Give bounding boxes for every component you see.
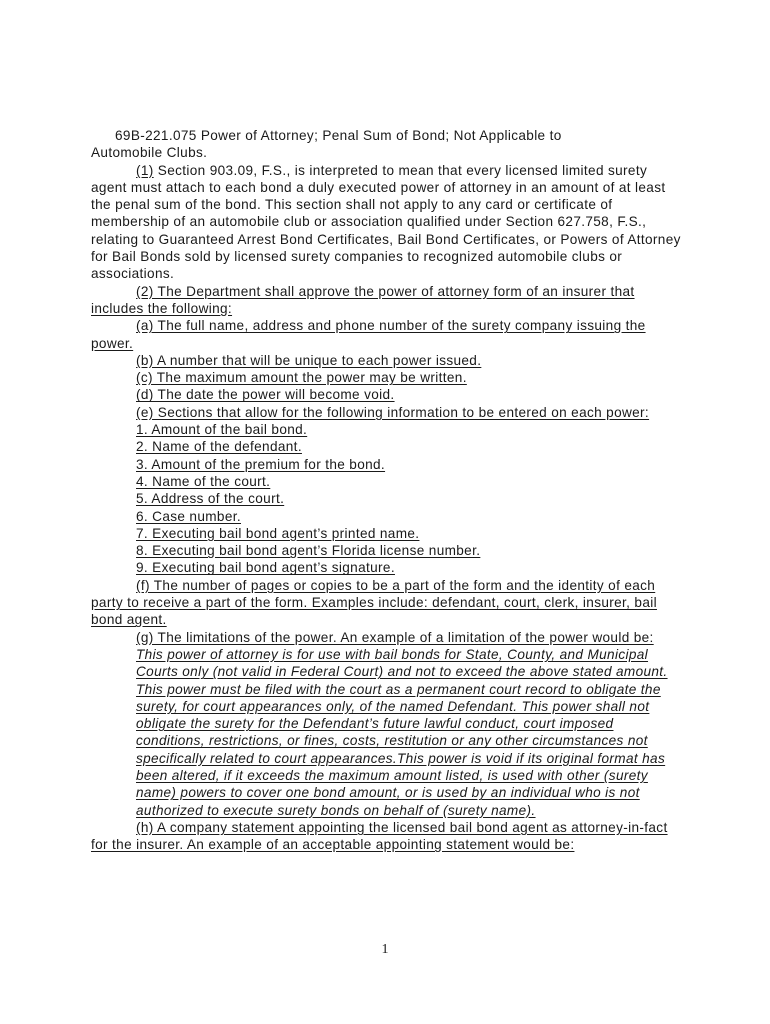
document-body xyxy=(91,127,683,853)
item-e-7: 7. Executing bail bond agent’s printed name. xyxy=(136,525,420,541)
page-number: 1 xyxy=(381,942,389,957)
section-1 xyxy=(91,162,683,283)
item-a: (a) The full name, address and phone number of the surety company issuing the power. xyxy=(91,318,646,351)
item-e-8: 8. Executing bail bond agent’s Florida license number. xyxy=(136,543,481,559)
item-e-6: 6. Case number. xyxy=(136,508,241,524)
item-e-5: 5. Address of the court. xyxy=(136,491,285,507)
item-f: (f) The number of pages or copies to be a part of the form and the identity of each party to receive a part of the form. Examples include: defendant, court, clerk, insurer, bail bond agent. xyxy=(91,577,657,628)
item-e-9: 9. Executing bail bond agent’s signature. xyxy=(136,560,395,576)
section-1-text: Section 903.09, F.S., is interpreted to mean that every licensed limited surety agent must attach to each bond a duly executed power of attorney in an amount of at least the penal sum of the bond. This section shall not apply to any card or certificate of membership of an automobile club or association qualified under Section 627.758, F.S., relating to Guaranteed Arrest Bond Certificates, Bail Bond Certificates, or Powers of Attorney for Bail Bonds sold by licensed surety companies to recognized automobile clubs or associations. xyxy=(91,162,681,282)
section-2-intro: (2) The Department shall approve the power of attorney form of an insurer that includes the following: xyxy=(91,283,635,316)
item-e-2: 2. Name of the defendant. xyxy=(136,439,302,455)
item-h: (h) A company statement appointing the licensed bail bond agent as attorney-in-fact for the insurer. An example of an acceptable appointing statement would be: xyxy=(91,819,668,853)
item-c: (c) The maximum amount the power may be written. xyxy=(136,370,467,386)
rule-heading: 69B-221.075 Power of Attorney; Penal Sum of Bond; Not Applicable to Automobile Clubs. xyxy=(91,128,562,161)
item-b: (b) A number that will be unique to each power issued. xyxy=(136,352,482,368)
item-d: (d) The date the power will become void. xyxy=(136,387,395,403)
item-e: (e) Sections that allow for the following information to be entered on each power: xyxy=(136,404,650,420)
item-e-1: 1. Amount of the bail bond. xyxy=(136,422,308,438)
item-e-4: 4. Name of the court. xyxy=(136,473,271,489)
section-1-number: (1) xyxy=(136,162,154,178)
item-g: (g) The limitations of the power. An example of a limitation of the power would be: xyxy=(136,629,654,645)
limitation-example: This power of attorney is for use with bail bonds for State, County, and Municipal Courts only (not valid in Federal Court) and not to exceed the above stated amount. This power must be filed with the court as a permanent court record to obligate the surety, for court appearances only, of the named Defendant. This power shall not obligate the surety for the Defendant’s future lawful conduct, court imposed conditions, restrictions, or fines, costs, restitution or any other circumstances not specifically related to court appearances.This power is void if its original format has been altered, if it exceeds the maximum amount listed, is used with other (surety name) powers to cover one bond amount, or is used by an individual who is not authorized to execute surety bonds on behalf of (surety name). xyxy=(136,646,668,818)
item-e-3: 3. Amount of the premium for the bond. xyxy=(136,456,386,472)
